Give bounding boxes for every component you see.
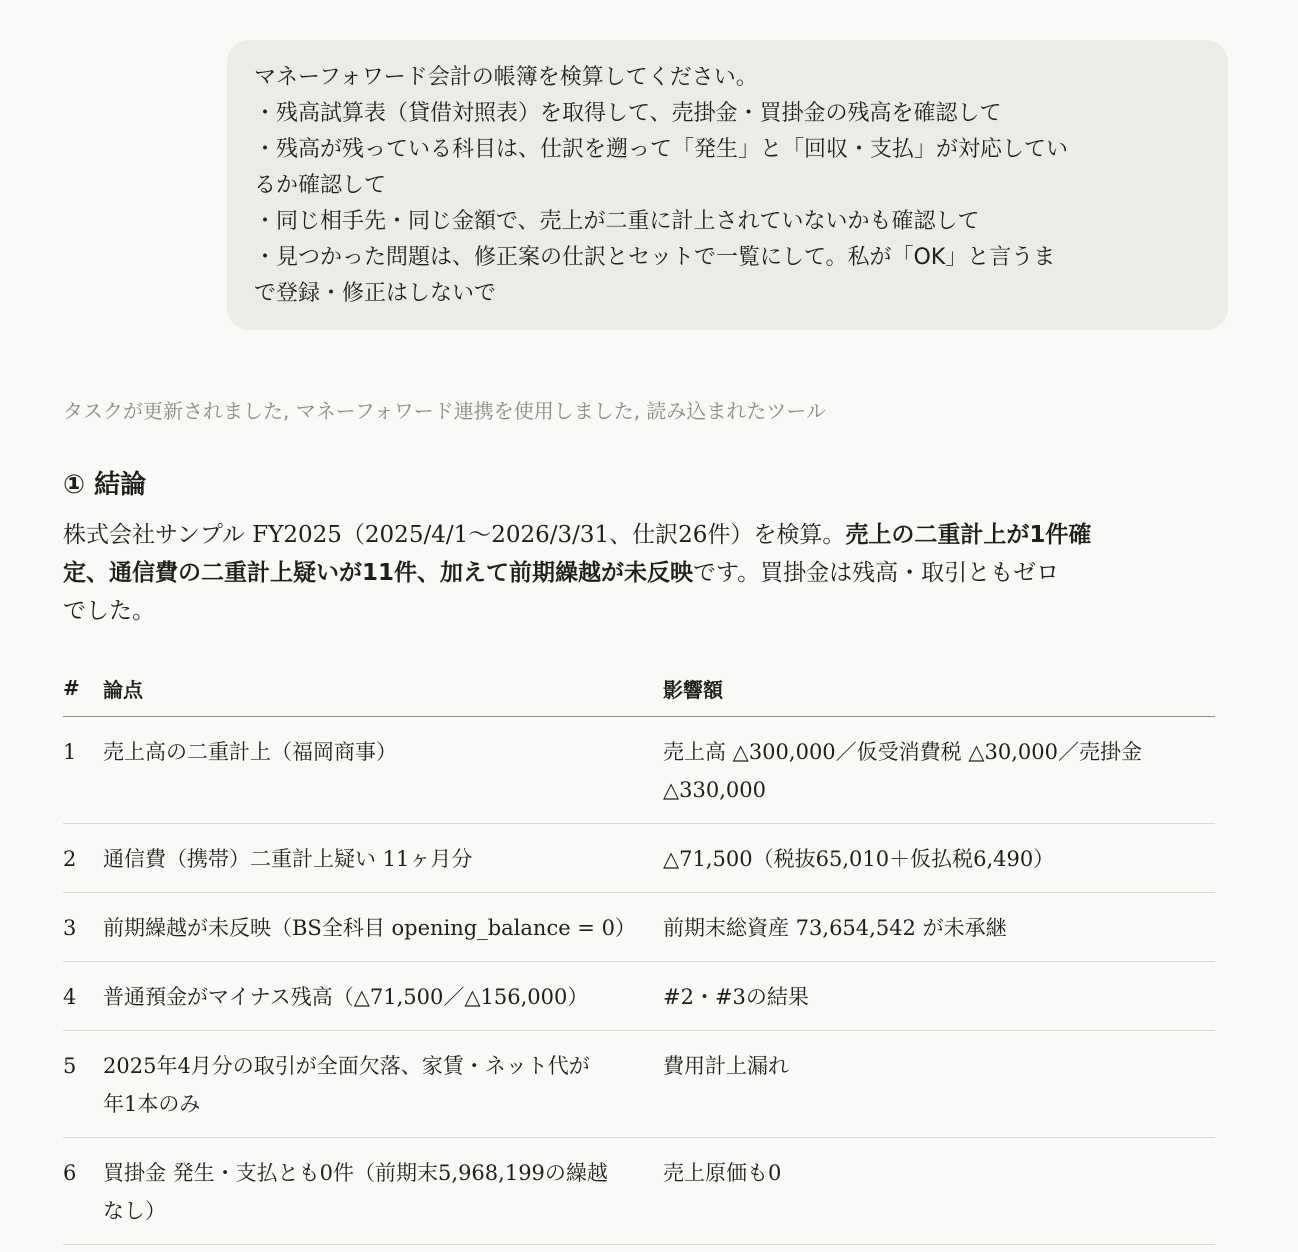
row-issue — [103, 1138, 663, 1245]
summary-text: 株式会社サンプル FY2025（2025/4/1〜2026/3/31、仕訳26件）を検算。 — [63, 522, 846, 548]
cell-line: 年1本のみ — [103, 1092, 201, 1116]
table-row — [63, 717, 1215, 824]
column-header-issue: 論点 — [103, 660, 663, 717]
row-number: 4 — [63, 962, 103, 1031]
cell-line: 売上高 △300,000／仮受消費税 △30,000／売掛金 — [663, 740, 1142, 764]
summary-text: でした。 — [63, 598, 155, 624]
summary-text: です。買掛金は残高・取引ともゼロ — [693, 560, 1060, 586]
table-row — [63, 962, 1215, 1031]
conclusion-summary — [63, 516, 1173, 630]
row-number: 2 — [63, 824, 103, 893]
user-message-line: るか確認して — [254, 173, 387, 198]
summary-emphasis: 定、通信費の二重計上疑いが11件、加えて前期繰越が未反映 — [63, 560, 694, 586]
row-impact — [663, 893, 1215, 962]
user-message-line: ・残高試算表（貸借対照表）を取得して、売掛金・買掛金の残高を確認して — [254, 101, 1002, 126]
row-number: 6 — [63, 1138, 103, 1245]
row-issue — [103, 1031, 663, 1138]
table-row — [63, 893, 1215, 962]
tool-status-line[interactable]: タスクが更新されました, マネーフォワード連携を使用しました, 読み込まれたツール — [63, 399, 827, 423]
column-header-number: # — [63, 660, 103, 717]
row-impact — [663, 1031, 1215, 1138]
table-header-row — [63, 660, 1215, 717]
row-issue — [103, 962, 663, 1031]
user-message-line: ・残高が残っている科目は、仕訳を遡って「発生」と「回収・支払」が対応してい — [254, 137, 1069, 162]
row-impact — [663, 962, 1215, 1031]
issues-table — [63, 660, 1215, 1245]
row-impact — [663, 1138, 1215, 1245]
cell-line: 通信費（携帯）二重計上疑い 11ヶ月分 — [103, 847, 473, 871]
cell-line: △71,500（税抜65,010＋仮払税6,490） — [663, 847, 1055, 871]
summary-emphasis: 売上の二重計上が1件確 — [845, 522, 1092, 548]
user-message-line: ・同じ相手先・同じ金額で、売上が二重に計上されていないかも確認して — [254, 209, 980, 234]
user-message-line: マネーフォワード会計の帳簿を検算してください。 — [254, 65, 758, 90]
summary-line-1 — [63, 516, 1173, 554]
cell-line: 前期末総資産 73,654,542 が未承継 — [663, 916, 1007, 940]
cell-line: 2025年4月分の取引が全面欠落、家賃・ネット代が — [103, 1054, 590, 1078]
summary-line-3 — [63, 592, 1173, 630]
section-heading: ① 結論 — [63, 470, 147, 500]
table-row — [63, 1138, 1215, 1245]
row-issue — [103, 717, 663, 824]
user-message-bubble — [227, 40, 1228, 330]
row-issue — [103, 824, 663, 893]
row-issue — [103, 893, 663, 962]
cell-line: 費用計上漏れ — [663, 1054, 789, 1078]
row-number: 3 — [63, 893, 103, 962]
column-header-impact: 影響額 — [663, 660, 1215, 717]
cell-line: 売上高の二重計上（福岡商事） — [103, 740, 397, 764]
cell-line: 前期繰越が未反映（BS全科目 opening_balance = 0） — [103, 916, 636, 940]
cell-line: △330,000 — [663, 778, 766, 802]
cell-line: 買掛金 発生・支払とも0件（前期末5,968,199の繰越 — [103, 1161, 608, 1185]
table-row — [63, 1031, 1215, 1138]
row-impact — [663, 824, 1215, 893]
row-impact — [663, 717, 1215, 824]
user-message-line: ・見つかった問題は、修正案の仕訳とセットで一覧にして。私が「OK」と言うま — [254, 245, 1056, 270]
row-number: 1 — [63, 717, 103, 824]
cell-line: 普通預金がマイナス残高（△71,500／△156,000） — [103, 985, 589, 1009]
user-message-line: で登録・修正はしないで — [254, 281, 497, 306]
cell-line: なし） — [103, 1199, 166, 1223]
cell-line: 売上原価も0 — [663, 1161, 782, 1185]
cell-line: #2・#3の結果 — [663, 985, 809, 1009]
table-row — [63, 824, 1215, 893]
row-number: 5 — [63, 1031, 103, 1138]
summary-line-2 — [63, 554, 1173, 592]
